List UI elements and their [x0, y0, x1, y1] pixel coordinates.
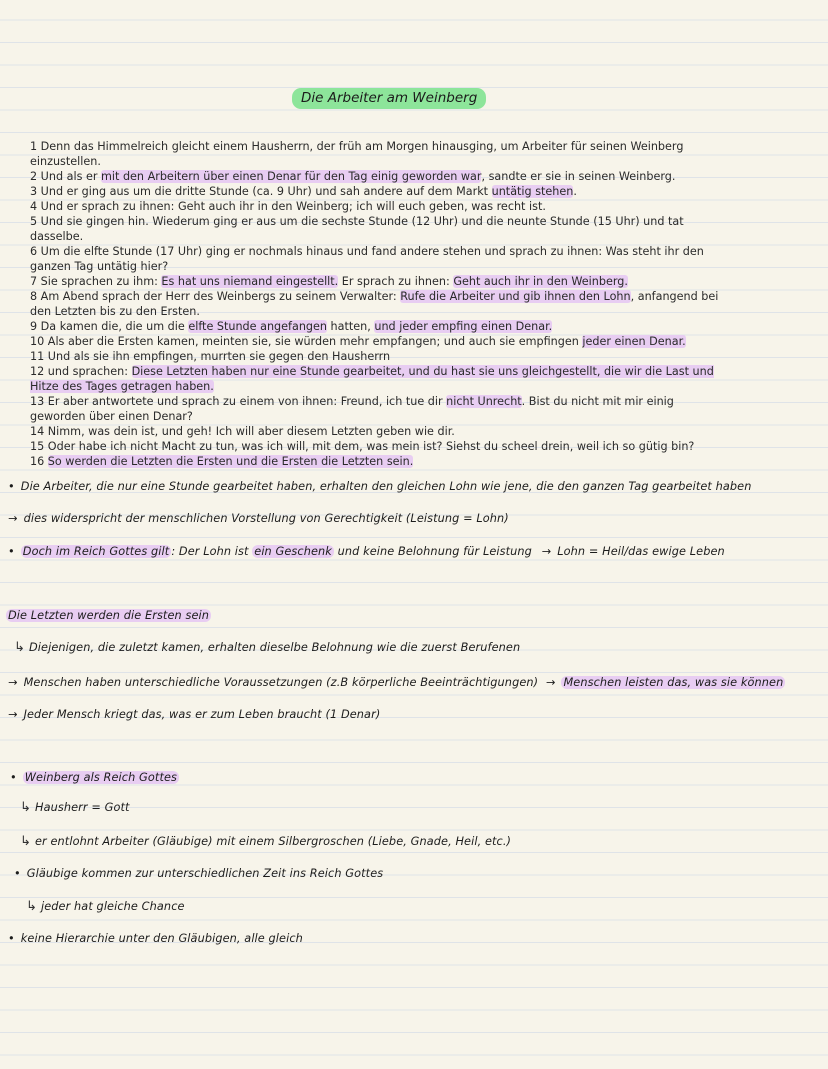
- highlighted-text: ein Geschenk: [254, 545, 332, 558]
- verse-line: [30, 349, 730, 364]
- note-text: er entlohnt Arbeiter (Gläubige) mit einem Silbergroschen (Liebe, Gnade, Heil, etc.): [35, 835, 512, 848]
- hook-arrow-icon: ↳: [14, 640, 25, 655]
- note-line: [26, 899, 185, 914]
- verse-line: [30, 424, 730, 439]
- note-text: dies widerspricht der menschlichen Vorstellung von Gerechtigkeit (Leistung = Lohn): [23, 512, 509, 525]
- highlighted-text: elfte Stunde angefangen: [188, 320, 327, 333]
- bullet-icon: •: [10, 771, 17, 784]
- note-line: [8, 480, 752, 493]
- verse-line: [30, 334, 730, 349]
- verse-line: [30, 244, 730, 274]
- highlighted-heading: Die Letzten werden die Ersten sein: [8, 609, 210, 622]
- highlighted-text: nicht Unrecht: [446, 395, 522, 408]
- note-text: Hausherr = Gott: [35, 801, 130, 814]
- hook-arrow-icon: ↳: [26, 899, 37, 914]
- bullet-icon: •: [8, 545, 15, 558]
- note-line: [14, 867, 383, 880]
- highlighted-text: Rufe die Arbeiter und gib ihnen den Lohn: [400, 290, 631, 303]
- highlighted-text: und jeder empfing einen Denar.: [374, 320, 553, 333]
- verse-text: 11 Und als sie ihn empfingen, murrten sie gegen den Hausherrn: [30, 350, 391, 363]
- note-line: [8, 676, 785, 689]
- verse-line: [30, 289, 730, 319]
- verse-text: 1 Denn das Himmelreich gleicht einem Hausherrn, der früh am Morgen hinausging, um Arbeiter für seinen Weinberg einzustellen.: [30, 140, 684, 168]
- highlighted-text: So werden die Letzten die Ersten und die Ersten die Letzten sein.: [47, 455, 414, 468]
- highlighted-text: mit den Arbeitern über einen Denar für den Tag einig geworden war: [101, 170, 482, 183]
- verse-line: [30, 184, 730, 199]
- verse-text: hatten,: [327, 320, 375, 333]
- hook-arrow-icon: ↳: [20, 834, 31, 849]
- note-line: [20, 834, 511, 849]
- arrow-right-icon: →: [8, 676, 18, 689]
- note-text: : Der Lohn ist: [171, 545, 253, 558]
- highlighted-text: untätig stehen: [491, 185, 574, 198]
- verse-line: [30, 169, 730, 184]
- hook-arrow-icon: ↳: [20, 800, 31, 815]
- verse-line: [30, 364, 730, 394]
- verse-line: [30, 199, 730, 214]
- verse-line: [30, 139, 730, 169]
- highlighted-text: Es hat uns niemand eingestellt.: [161, 275, 339, 288]
- highlighted-text: Diese Letzten haben nur eine Stunde gearbeitet, und du hast sie uns gleichgestellt, die wir die Last und Hitze des Tages getragen haben.: [30, 365, 714, 393]
- verse-text: 9 Da kamen die, die um die: [30, 320, 189, 333]
- highlighted-text: Doch im Reich Gottes gilt: [22, 545, 170, 558]
- verse-text: . Bist du nicht mit mir einig geworden über einen Denar?: [30, 395, 674, 423]
- note-line: [8, 545, 725, 558]
- highlighted-text: Geht auch ihr in den Weinberg.: [453, 275, 628, 288]
- bible-verses: [30, 139, 730, 469]
- verse-text: 15 Oder habe ich nicht Macht zu tun, was ich will, mit dem, was mein ist? Siehst du scheel drein, weil ich so gütig bin?: [30, 440, 695, 453]
- note-line: [10, 771, 179, 784]
- verse-line: [30, 394, 730, 424]
- verse-text: 2 Und als er: [30, 170, 101, 183]
- note-line: [8, 708, 380, 721]
- verse-text: , sandte er sie in seinen Weinberg.: [481, 170, 676, 183]
- note-text: und keine Belohnung für Leistung: [333, 545, 532, 558]
- verse-text: 12 und sprachen:: [30, 365, 132, 378]
- note-text: Diejenigen, die zuletzt kamen, erhalten dieselbe Belohnung wie die zuerst Berufenen: [29, 641, 521, 654]
- note-text: Gläubige kommen zur unterschiedlichen Zeit ins Reich Gottes: [26, 867, 384, 880]
- verse-text: 6 Um die elfte Stunde (17 Uhr) ging er nochmals hinaus und fand andere stehen und sprach zu ihnen: Was steht ihr den ganzen Tag untätig hier?: [30, 245, 704, 273]
- note-line: [8, 512, 509, 525]
- note-text: jeder hat gleiche Chance: [41, 900, 185, 913]
- bullet-icon: •: [14, 867, 21, 880]
- verse-text: 16: [30, 455, 48, 468]
- verse-text: .: [573, 185, 577, 198]
- bullet-icon: •: [8, 932, 15, 945]
- arrow-right-icon: →: [545, 676, 556, 689]
- page-title: Die Arbeiter am Weinberg: [292, 88, 486, 109]
- verse-line: [30, 439, 730, 454]
- verse-line: [30, 454, 730, 469]
- verse-text: 7 Sie sprachen zu ihm:: [30, 275, 162, 288]
- note-line: [14, 640, 520, 655]
- arrow-right-icon: →: [8, 708, 18, 721]
- highlighted-text: Menschen leisten das, was sie können: [563, 676, 784, 689]
- arrow-right-icon: →: [8, 512, 18, 525]
- note-text: keine Hierarchie unter den Gläubigen, alle gleich: [20, 932, 303, 945]
- note-text: Lohn = Heil/das ewige Leben: [557, 545, 725, 558]
- arrow-right-icon: →: [541, 545, 552, 558]
- verse-text: , anfangend bei den Letzten bis zu den Ersten.: [30, 290, 719, 318]
- verse-line: [30, 214, 730, 244]
- section-heading: [6, 609, 211, 622]
- verse-text: 5 Und sie gingen hin. Wiederum ging er aus um die sechste Stunde (12 Uhr) und die neunte Stunde (15 Uhr) und tat dasselbe.: [30, 215, 684, 243]
- note-line: [20, 800, 130, 815]
- verse-line: [30, 274, 730, 289]
- highlighted-text: jeder einen Denar.: [582, 335, 686, 348]
- verse-text: 13 Er aber antwortete und sprach zu einem von ihnen: Freund, ich tue dir: [30, 395, 447, 408]
- verse-line: [30, 319, 730, 334]
- bullet-icon: •: [8, 480, 15, 493]
- verse-text: Er sprach zu ihnen:: [338, 275, 454, 288]
- verse-text: 4 Und er sprach zu ihnen: Geht auch ihr in den Weinberg; ich will euch geben, was recht ist.: [30, 200, 546, 213]
- highlighted-text: Weinberg als Reich Gottes: [24, 771, 178, 784]
- verse-text: 3 Und er ging aus um die dritte Stunde (ca. 9 Uhr) und sah andere auf dem Markt: [30, 185, 492, 198]
- verse-text: 14 Nimm, was dein ist, und geh! Ich will aber diesem Letzten geben wie dir.: [30, 425, 455, 438]
- note-text: Menschen haben unterschiedliche Voraussetzungen (z.B körperliche Beeinträchtigungen): [23, 676, 539, 689]
- verse-text: 8 Am Abend sprach der Herr des Weinbergs zu seinem Verwalter:: [30, 290, 401, 303]
- note-line: [8, 932, 303, 945]
- note-text: Die Arbeiter, die nur eine Stunde gearbeitet haben, erhalten den gleichen Lohn wie jene, die den ganzen Tag gearbeitet haben: [20, 480, 752, 493]
- verse-text: 10 Als aber die Ersten kamen, meinten sie, sie würden mehr empfangen; und auch sie empfingen: [30, 335, 583, 348]
- note-text: Jeder Mensch kriegt das, was er zum Leben braucht (1 Denar): [23, 708, 381, 721]
